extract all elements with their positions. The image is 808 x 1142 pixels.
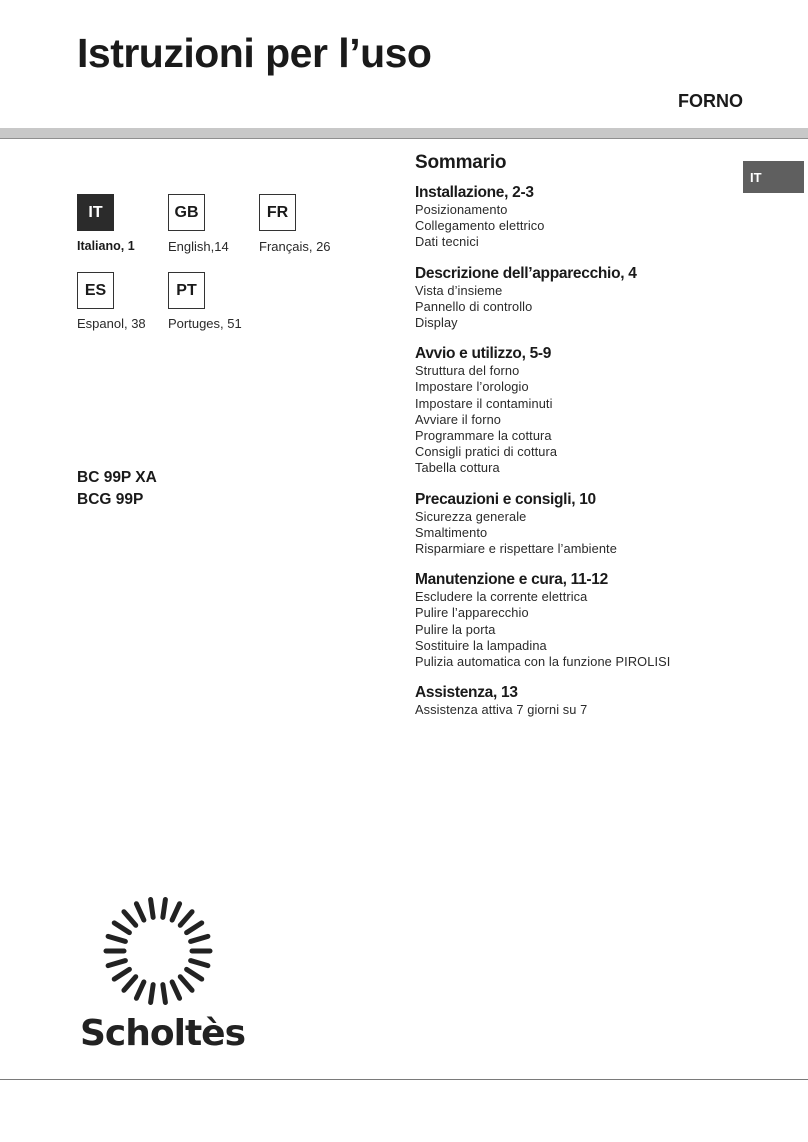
toc-section-avvio xyxy=(415,344,745,476)
toc-item: Risparmiare e rispettare l’ambiente xyxy=(415,541,617,557)
language-label-fr[interactable]: Français, 26 xyxy=(259,239,331,254)
language-box-it[interactable]: IT xyxy=(77,194,114,231)
toc-item: Vista d’insieme xyxy=(415,282,503,298)
toc-title: Sommario xyxy=(415,152,507,173)
toc-section-precauzioni xyxy=(415,490,745,558)
toc-item: Struttura del forno xyxy=(415,363,520,379)
sun-ray xyxy=(180,912,192,926)
toc-item: Avviare il forno xyxy=(415,411,502,427)
sun-ray xyxy=(124,912,136,926)
sun-ray xyxy=(136,982,143,998)
language-box-pt[interactable]: PT xyxy=(168,272,205,309)
product-type: FORNO xyxy=(678,91,743,111)
sun-ray xyxy=(191,936,208,941)
sun-ray xyxy=(108,936,125,941)
brand-name: Scholtès xyxy=(80,1013,246,1054)
toc-item: Display xyxy=(415,315,458,331)
toc-section-manutenzione xyxy=(415,570,745,670)
sun-ray xyxy=(124,977,136,991)
sun-ray xyxy=(151,900,154,918)
sun-ray xyxy=(191,961,208,966)
toc-heading[interactable]: Manutenzione e cura, 11-12 xyxy=(415,571,608,589)
toc-item: Impostare il contaminuti xyxy=(415,395,553,411)
toc-heading[interactable]: Precauzioni e consigli, 10 xyxy=(415,490,596,508)
toc-item: Impostare l’orologio xyxy=(415,379,529,395)
toc-heading[interactable]: Avvio e utilizzo, 5-9 xyxy=(415,345,552,363)
toc-item: Programmare la cottura xyxy=(415,428,552,444)
header-band xyxy=(0,128,808,139)
sun-ray xyxy=(108,961,125,966)
toc-item: Consigli pratici di cottura xyxy=(415,444,558,460)
sun-ray xyxy=(172,982,179,998)
toc-heading[interactable]: Installazione, 2-3 xyxy=(415,184,534,201)
toc-item: Pulizia automatica con la funzione PIROLISI xyxy=(415,654,671,670)
toc-item: Collegamento elettrico xyxy=(415,218,545,234)
toc-item: Tabella cottura xyxy=(415,460,500,476)
toc-item: Pulire la porta xyxy=(415,621,496,637)
language-tab: IT xyxy=(743,161,804,193)
sun-ray xyxy=(136,904,143,920)
language-label-it[interactable]: Italiano, 1 xyxy=(77,239,135,253)
brand-logo xyxy=(80,895,246,1065)
sun-ray xyxy=(187,969,202,979)
toc-heading[interactable]: Assistenza, 13 xyxy=(415,684,518,702)
model-list xyxy=(77,467,157,511)
toc-section-installazione xyxy=(415,183,745,251)
sun-ray xyxy=(172,904,179,920)
toc-heading[interactable]: Descrizione dell’apparecchio, 4 xyxy=(415,264,637,282)
table-of-contents xyxy=(415,152,745,731)
toc-item: Pulire l’apparecchio xyxy=(415,605,529,621)
language-label-pt[interactable]: Portuges, 51 xyxy=(168,316,242,331)
toc-item: Sicurezza generale xyxy=(415,508,527,524)
toc-item: Dati tecnici xyxy=(415,234,479,250)
sun-ray xyxy=(187,923,202,933)
sun-ray xyxy=(163,985,166,1003)
model-name: BCG 99P xyxy=(77,491,144,508)
toc-item: Pannello di controllo xyxy=(415,298,533,314)
toc-item: Smaltimento xyxy=(415,524,488,540)
language-box-gb[interactable]: GB xyxy=(168,194,205,231)
toc-section-assistenza xyxy=(415,683,745,718)
model-name: BC 99P XA xyxy=(77,469,157,486)
toc-section-descrizione xyxy=(415,264,745,332)
sun-ray xyxy=(114,969,129,979)
sun-ray xyxy=(151,985,154,1003)
page-title: Istruzioni per l’uso xyxy=(77,30,432,76)
toc-item: Sostituire la lampadina xyxy=(415,637,547,653)
language-label-gb[interactable]: English,14 xyxy=(168,239,229,254)
sun-ray xyxy=(114,923,129,933)
sun-ray xyxy=(163,900,166,918)
language-label-es[interactable]: Espanol, 38 xyxy=(77,316,146,331)
sun-rays-icon xyxy=(102,895,214,1007)
toc-item: Assistenza attiva 7 giorni su 7 xyxy=(415,702,588,718)
sun-ray xyxy=(180,977,192,991)
language-box-fr[interactable]: FR xyxy=(259,194,296,231)
footer-rule xyxy=(0,1079,808,1080)
toc-item: Escludere la corrente elettrica xyxy=(415,589,588,605)
language-box-es[interactable]: ES xyxy=(77,272,114,309)
toc-item: Posizionamento xyxy=(415,202,508,217)
